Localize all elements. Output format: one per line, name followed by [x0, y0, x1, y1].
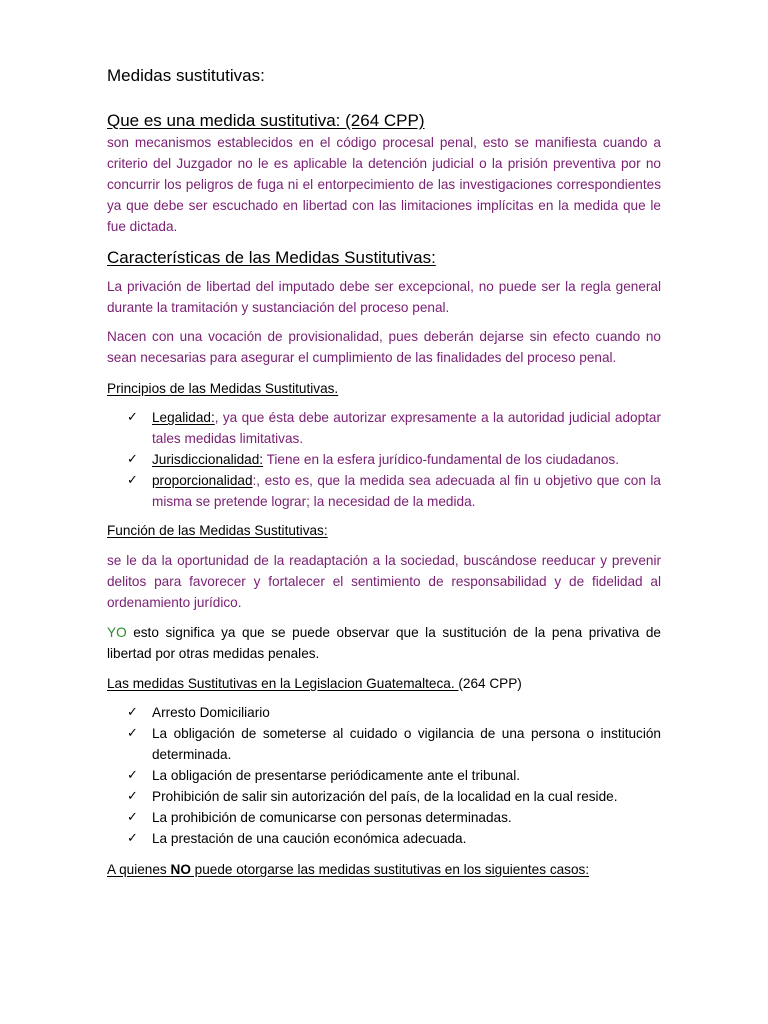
characteristics-paragraph-1: La privación de libertad del imputado debe ser excepcional, no puede ser la regla general durante la tramitación y sustanciación del proceso penal. [107, 279, 661, 315]
list-item [107, 807, 661, 828]
section-heading-function: Función de las Medidas Sustitutivas: [107, 523, 328, 538]
function-paragraph: se le da la oportunidad de la readaptación a la sociedad, buscándose reeducar y prevenir delitos para favorecer y fortalecer el sentimiento de responsabilidad y de fidelidad al ordenamiento jurídico. [107, 553, 661, 610]
checkmark-icon: ✓ [127, 810, 138, 825]
section-heading-principles: Principios de las Medidas Sustitutivas. [107, 381, 339, 396]
principle-term: Jurisdiccionalidad: [152, 452, 264, 467]
legislation-list [107, 702, 661, 849]
list-item [107, 702, 661, 723]
principle-text: :, esto es, que la medida sea adecuada al fin u objetivo que con la misma se pretende lograr; la necesidad de la medida. [152, 473, 661, 509]
exclusions-bold: NO [170, 862, 191, 877]
characteristics-paragraph-2: Nacen con una vocación de provisionalidad, pues deberán dejarse sin efecto cuando no sean necesarias para asegurar el cumplimiento de las finalidades del proceso penal. [107, 329, 661, 365]
principle-term: proporcionalidad [152, 473, 253, 488]
checkmark-icon: ✓ [127, 705, 138, 720]
exclusions-before: A quienes [107, 862, 171, 877]
checkmark-icon: ✓ [127, 831, 138, 846]
list-item-text: La obligación de presentarse periódicamente ante el tribunal. [152, 768, 521, 783]
list-item [107, 449, 661, 470]
list-item-text: La prohibición de comunicarse con personas determinadas. [152, 810, 512, 825]
section-heading-characteristics: Características de las Medidas Sustitutivas: [107, 248, 436, 267]
exclusions-after: puede otorgarse las medidas sustitutivas en los siguientes casos: [190, 862, 590, 877]
list-item [107, 828, 661, 849]
checkmark-icon: ✓ [127, 726, 138, 741]
list-item-text: Prohibición de salir sin autorización del país, de la localidad en la cual reside. [152, 789, 618, 804]
section-heading-exclusions [107, 859, 661, 880]
yo-paragraph [107, 622, 661, 664]
principle-term: Legalidad: [152, 410, 215, 425]
list-item-text: La obligación de someterse al cuidado o vigilancia de una persona o institución determinada. [152, 726, 661, 762]
principles-list [107, 407, 661, 512]
yo-text: esto significa ya que se puede observar que la sustitución de la pena privativa de libertad por otras medidas penales. [107, 625, 661, 661]
checkmark-icon: ✓ [127, 410, 138, 425]
checkmark-icon: ✓ [127, 789, 138, 804]
list-item [107, 786, 661, 807]
list-item [107, 723, 661, 765]
legislation-heading-suffix: (264 CPP) [458, 676, 522, 691]
checkmark-icon: ✓ [127, 768, 138, 783]
principle-text: Tiene en la esfera jurídico-fundamental de los ciudadanos. [263, 452, 620, 467]
principle-text: , ya que ésta debe autorizar expresamente a la autoridad judicial adoptar tales medidas limitativas. [152, 410, 661, 446]
yo-label: YO [107, 625, 127, 640]
list-item-text: Arresto Domiciliario [152, 705, 270, 720]
checkmark-icon: ✓ [127, 452, 138, 467]
list-item [107, 407, 661, 449]
list-item-text: La prestación de una caución económica adecuada. [152, 831, 467, 846]
list-item [107, 765, 661, 786]
definition-paragraph: son mecanismos establecidos en el código procesal penal, esto se manifiesta cuando a criterio del Juzgador no le es aplicable la detención judicial o la prisión preventiva por no concurrir los peligros de fuga ni el entorpecimiento de las investigaciones correspondientes ya que debe ser escuchado en libertad con las limitaciones implícitas en la medida que le fue dictada. [107, 135, 661, 234]
document-title: Medidas sustitutivas: [107, 66, 265, 85]
section-heading-legislation [107, 673, 661, 694]
document-content [107, 66, 661, 880]
checkmark-icon: ✓ [127, 473, 138, 488]
legislation-heading-text: Las medidas Sustitutivas en la Legislacion Guatemalteca. [107, 676, 459, 691]
list-item [107, 470, 661, 512]
section-heading-definition: Que es una medida sustitutiva: (264 CPP) [107, 111, 425, 130]
